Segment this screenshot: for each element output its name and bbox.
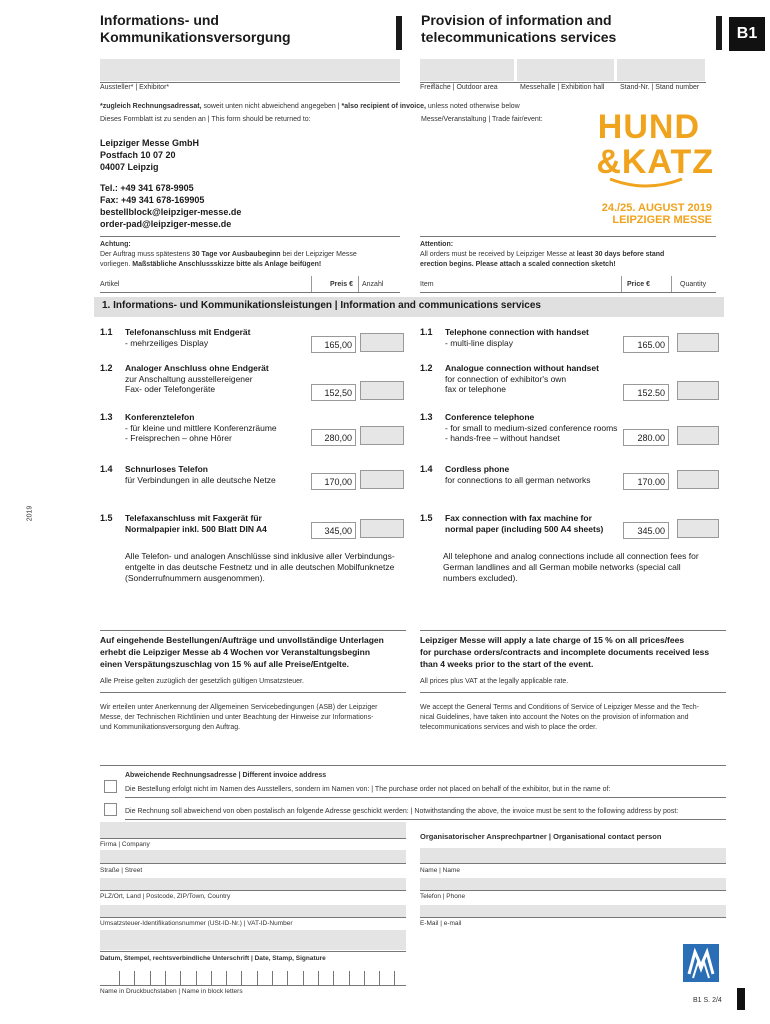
price-en: 152.50: [623, 384, 669, 401]
col-qty-en: Quantity: [680, 281, 707, 288]
contact-email-label: E-Mail | e-mail: [420, 920, 462, 927]
invoice-note-en: unless noted otherwise below: [425, 103, 520, 110]
block-letter-box[interactable]: [241, 971, 256, 985]
company-line: [100, 838, 406, 839]
item-title: Analogue connection without handset: [445, 363, 599, 373]
attention-de-text: bei der Leipziger Messe: [280, 251, 357, 258]
block-letter-box[interactable]: [226, 971, 241, 985]
col-line-left: [100, 292, 400, 293]
item-description-line: - for small to medium-sized conference rooms: [445, 422, 618, 433]
item-number: 1.5: [100, 513, 113, 523]
item-title: Telephone connection with handset: [445, 327, 589, 337]
block-letter-box[interactable]: [394, 971, 409, 985]
item-title: Conference telephone: [445, 412, 535, 422]
title-de: [100, 12, 291, 46]
surcharge-line: than 4 weeks prior to the start of the event.: [420, 659, 594, 669]
item-row-en: [420, 513, 630, 534]
col-divider: [671, 276, 672, 292]
invoice-note: [100, 103, 520, 110]
col-article: Artikel: [100, 281, 120, 288]
terms-line: nical Guidelines, have taken into account the Notes on the provision of information and: [420, 714, 689, 721]
footnote-line: Alle Telefon- und analogen Anschlüsse sind inklusive aller Verbindungs-: [125, 551, 395, 561]
vat-line-de: [100, 692, 406, 693]
block-letter-box[interactable]: [287, 971, 302, 985]
contact-person-title: Organisatorischer Ansprechpartner | Organisational contact person: [420, 832, 662, 841]
col-item: Item: [420, 281, 434, 288]
item-description-line: Normalpapier inkl. 500 Blatt DIN A4: [125, 523, 267, 534]
terms-line: Wir erteilen unter Anerkennung der Allgemeinen Servicebedingungen (ASB) der Leipziger: [100, 704, 378, 711]
footnote-en: [443, 551, 726, 584]
item-description: [100, 338, 310, 349]
block-letter-box[interactable]: [364, 971, 379, 985]
item-description: [100, 374, 310, 395]
item-title: Fax connection with fax machine for: [445, 513, 592, 523]
item-title: Telefaxanschluss mit Faxgerät für: [125, 513, 262, 523]
quantity-input-de[interactable]: [360, 381, 404, 400]
phone-text: Tel.: +49 341 678-9905: [100, 183, 194, 193]
invoice-note-de: soweit unten nicht abweichend angegeben |: [201, 103, 342, 110]
quantity-input-de[interactable]: [360, 470, 404, 489]
block-letter-box[interactable]: [119, 971, 134, 985]
attention-en-bold: erection begins. Please attach a scaled connection sketch!: [420, 261, 616, 268]
item-description-line: for connections to all german networks: [445, 474, 591, 485]
mm-logo-icon: [683, 944, 719, 982]
item-row-en: [420, 327, 630, 348]
city-line: [100, 890, 406, 891]
price-de: 165,00: [311, 336, 356, 353]
item-number: 1.2: [100, 363, 113, 373]
block-letter-box[interactable]: [333, 971, 348, 985]
item-row-de: [100, 412, 310, 444]
quantity-input-de[interactable]: [360, 519, 404, 538]
form-code-badge: B1: [729, 17, 765, 51]
signature-label: Datum, Stempel, rechtsverbindliche Unterschrift | Date, Stamp, Signature: [100, 955, 326, 962]
contact-block: [100, 182, 241, 230]
item-description-line: - Freisprechen – ohne Hörer: [125, 433, 232, 443]
footnote-line: German landlines and all German mobile networks (special call: [443, 562, 681, 572]
item-title: Schnurloses Telefon: [125, 464, 208, 474]
hall-label: Messehalle | Exhibition hall: [520, 84, 605, 91]
item-description-line: - hands-free – without handset: [445, 433, 560, 443]
address-line: Postfach 10 07 20: [100, 150, 176, 160]
exhibitor-field[interactable]: [100, 59, 400, 81]
item-description: [420, 338, 630, 349]
surcharge-line-en: [420, 630, 726, 631]
item-description-line: - multi-line display: [445, 337, 514, 348]
event-date: 24./25. AUGUST 2019: [601, 202, 712, 214]
item-description: [100, 423, 310, 444]
footnote-line: (Sonderrufnummern ausgenommen).: [125, 573, 265, 583]
item-description-line: - mehrzeiliges Display: [125, 337, 209, 348]
terms-line: We accept the General Terms and Conditions of Service of Leipziger Messe and the Tech-: [420, 704, 699, 711]
stand-label: Stand-Nr. | Stand number: [620, 84, 700, 91]
leipziger-messe-logo: [683, 944, 719, 982]
surcharge-line-de: [100, 630, 406, 631]
block-letter-box[interactable]: [257, 971, 272, 985]
event-venue: LEIPZIGER MESSE: [612, 214, 712, 226]
item-row-en: [420, 464, 630, 485]
block-letters-line: [100, 985, 406, 986]
block-letter-box[interactable]: [349, 971, 364, 985]
invoice-note-de-bold: *zugleich Rechnungsadressat,: [100, 103, 202, 110]
attention-de-bold: Maßstäbliche Anschlussskizze bitte als Anlage beifügen!: [132, 261, 322, 268]
fields-line: [420, 82, 706, 83]
item-description-line: für Verbindungen in alle deutsche Netze: [125, 474, 276, 485]
quantity-input-en[interactable]: [677, 470, 719, 489]
item-description: [420, 524, 630, 535]
attention-de-bold: 30 Tage vor Ausbaubeginn: [191, 251, 281, 258]
surcharge-en: [420, 634, 709, 670]
quantity-input-de[interactable]: [360, 426, 404, 445]
surcharge-line: erhebt die Leipziger Messe ab 4 Wochen vor Veranstaltungsbeginn: [100, 647, 371, 657]
title-de-line1: Informations- und: [100, 12, 219, 28]
address-line: Leipziger Messe GmbH: [100, 138, 200, 148]
event-logo: [568, 110, 718, 180]
logo-line2: &KATZ: [596, 143, 714, 181]
quantity-input-en[interactable]: [677, 426, 719, 445]
price-de: 152,50: [311, 384, 356, 401]
col-line-right: [420, 292, 716, 293]
surcharge-line: einen Verspätungszuschlag von 15 % auf alle Preise/Entgelte.: [100, 659, 349, 669]
address-line: 04007 Leipzig: [100, 162, 159, 172]
attention-de-title: Achtung:: [100, 241, 131, 248]
price-de: 280,00: [311, 429, 356, 446]
surcharge-line: Leipziger Messe will apply a late charge of 15 % on all prices/fees: [420, 635, 685, 645]
page-number: B1 S. 2/4: [693, 997, 722, 1004]
block-letter-box[interactable]: [272, 971, 287, 985]
invoice-note-en-bold: *also recipient of invoice,: [341, 103, 426, 110]
block-letter-box[interactable]: [379, 971, 394, 985]
exhibition-hall-field[interactable]: [517, 59, 614, 81]
vat-id-field[interactable]: [100, 905, 406, 917]
item-row-de: [100, 464, 310, 485]
attention-line-de: [100, 236, 400, 237]
invoice-opt2-line: [125, 819, 726, 820]
price-de: 170,00: [311, 473, 356, 490]
item-row-de: [100, 363, 310, 395]
vat-id-line: [100, 917, 406, 918]
invoice-option1-label: Die Bestellung erfolgt nicht im Namen des Ausstellers, sondern im Namen von: | The purchase order not placed on behalf of the exhibitor, but in the name of:: [125, 786, 611, 793]
outdoor-label: Freifläche | Outdoor area: [420, 84, 498, 91]
title-en-line1: Provision of information and: [421, 12, 612, 28]
logo-smile: [606, 177, 686, 191]
attention-en-text: All orders must be received by Leipziger Messe at: [420, 251, 577, 258]
footnote-de: [125, 551, 395, 584]
item-number: 1.4: [420, 464, 433, 474]
attention-de-text: Der Auftrag muss spätestens: [100, 251, 192, 258]
item-row-de: [100, 513, 310, 534]
block-letter-box[interactable]: [303, 971, 318, 985]
col-divider: [311, 276, 312, 292]
item-description-line: for connection of exhibitor's own: [445, 373, 567, 384]
invoice-title: Abweichende Rechnungsadresse | Different invoice address: [125, 772, 327, 779]
contact-email-line: [420, 917, 726, 918]
email-text[interactable]: order-pad@leipziger-messe.de: [100, 219, 232, 229]
fax-text: Fax: +49 341 678-169905: [100, 195, 205, 205]
quantity-input-en[interactable]: [677, 519, 719, 538]
quantity-input-en[interactable]: [677, 381, 719, 400]
logo-line1: HUND: [597, 108, 700, 146]
exhibitor-label: Aussteller* | Exhibitor*: [100, 84, 170, 91]
price-de: 345,00: [311, 522, 356, 539]
block-letter-box[interactable]: [318, 971, 333, 985]
item-number: 1.2: [420, 363, 433, 373]
email-text[interactable]: bestellblock@leipziger-messe.de: [100, 207, 242, 217]
item-description: [420, 423, 630, 444]
block-letter-box[interactable]: [180, 971, 195, 985]
terms-line: Messe, der Technischen Richtlinien und unter Beachtung der Hinweise zur Informations-: [100, 714, 374, 721]
item-title: Cordless phone: [445, 464, 510, 474]
invoice-option1-checkbox[interactable]: [104, 780, 117, 793]
invoice-opt1-line: [125, 797, 726, 798]
item-description-line: fax or telephone: [445, 384, 506, 394]
item-description-line: - für kleine und mittlere Konferenzräume: [125, 422, 277, 433]
quantity-input-de[interactable]: [360, 333, 404, 352]
invoice-top-line: [100, 765, 726, 766]
city-field[interactable]: [100, 878, 406, 890]
block-letter-box[interactable]: [211, 971, 226, 985]
city-label: PLZ/Ort, Land | Postcode, ZIP/Town, Country: [100, 893, 231, 900]
price-en: 280.00: [623, 429, 669, 446]
item-number: 1.3: [420, 412, 433, 422]
footnote-line: entgelte in das deutsche Festnetz und in alle deutschen Mobilfunknetze: [125, 562, 395, 572]
terms-line: und Kommunikationsversorgung den Auftrag.: [100, 724, 241, 731]
item-number: 1.1: [100, 327, 113, 337]
item-description-line: normal paper (including 500 A4 sheets): [445, 523, 604, 534]
price-en: 165.00: [623, 336, 669, 353]
vat-id-label: Umsatzsteuer-Identifikationsnummer (USt-ID-Nr.) | VAT-ID-Number: [100, 920, 293, 927]
contact-name-field[interactable]: [420, 848, 726, 863]
block-letter-box[interactable]: [134, 971, 149, 985]
corner-bar: [737, 988, 745, 1010]
item-number: 1.3: [100, 412, 113, 422]
surcharge-line: for purchase orders/contracts and incomplete documents received less: [420, 647, 710, 657]
exhibitor-line: [100, 82, 400, 83]
col-price-de: Preis €: [330, 281, 353, 288]
block-letter-box[interactable]: [196, 971, 211, 985]
side-year: 2019: [26, 505, 34, 522]
quantity-input-en[interactable]: [677, 333, 719, 352]
signature-line: [100, 951, 406, 952]
item-number: 1.5: [420, 513, 433, 523]
col-divider: [358, 276, 359, 292]
col-price-en: Price €: [627, 281, 650, 288]
terms-en: [420, 703, 699, 733]
attention-en-bold: least 30 days before stand: [576, 251, 665, 258]
contact-name-line: [420, 863, 726, 864]
attention-line-en: [420, 236, 716, 237]
footnote-line: numbers excluded).: [443, 573, 518, 583]
street-field[interactable]: [100, 850, 406, 863]
item-description: [100, 475, 310, 486]
invoice-option2-label: Die Rechnung soll abweichend von oben postalisch an folgende Adresse geschickt werden: | Notwithstanding the above, the invoice must be sent to the following address by post:: [125, 808, 679, 815]
contact-phone-label: Telefon | Phone: [420, 893, 466, 900]
item-title: Telefonanschluss mit Endgerät: [125, 327, 251, 337]
return-address: [100, 137, 199, 173]
item-description: [420, 475, 630, 486]
street-label: Straße | Street: [100, 867, 143, 874]
return-note: Dieses Formblatt ist zu senden an | This form should be returned to:: [100, 116, 311, 123]
contact-name-label: Name | Name: [420, 867, 460, 874]
block-letter-box[interactable]: [165, 971, 180, 985]
price-en: 170.00: [623, 473, 669, 490]
item-title: Analoger Anschluss ohne Endgerät: [125, 363, 269, 373]
stand-number-field[interactable]: [617, 59, 705, 81]
item-row-de: [100, 327, 310, 348]
attention-de-text: vorliegen.: [100, 261, 133, 268]
block-letters-label: Name in Druckbuchstaben | Name in block letters: [100, 988, 243, 995]
section-header: 1. Informations- und Kommunikationsleistungen | Information and communications services: [94, 297, 724, 317]
item-row-en: [420, 363, 630, 395]
attention-en: [420, 240, 720, 270]
item-number: 1.1: [420, 327, 433, 337]
outdoor-area-field[interactable]: [420, 59, 514, 81]
attention-en-title: Attention:: [420, 241, 454, 248]
col-divider: [621, 276, 622, 292]
item-title: Konferenztelefon: [125, 412, 195, 422]
item-description: [420, 374, 630, 395]
contact-email-field[interactable]: [420, 905, 726, 917]
vat-en: All prices plus VAT at the legally applicable rate.: [420, 678, 569, 685]
invoice-option2-checkbox[interactable]: [104, 803, 117, 816]
item-number: 1.4: [100, 464, 113, 474]
item-description-line: Fax- oder Telefongeräte: [125, 384, 216, 394]
contact-phone-field[interactable]: [420, 878, 726, 890]
vat-de: Alle Preise gelten zuzüglich der gesetzlich gültigen Umsatzsteuer.: [100, 678, 304, 685]
col-qty-de: Anzahl: [362, 281, 384, 288]
attention-de: [100, 240, 400, 270]
vat-line-en: [420, 692, 726, 693]
header-right-bar: [716, 16, 722, 50]
title-de-line2: Kommunikationsversorgung: [100, 29, 291, 45]
title-en-line2: telecommunications services: [421, 29, 617, 45]
title-en: [421, 12, 616, 46]
price-en: 345.00: [623, 522, 669, 539]
item-description: [100, 524, 310, 535]
terms-de: [100, 703, 377, 733]
header-left-bar: [396, 16, 402, 50]
footnote-line: All telephone and analog connections include all connection fees for: [443, 551, 699, 561]
item-description-line: zur Anschaltung ausstellereigener: [125, 373, 253, 384]
surcharge-de: [100, 634, 384, 670]
contact-phone-line: [420, 890, 726, 891]
fair-label: Messe/Veranstaltung | Trade fair/event:: [421, 116, 543, 123]
company-field[interactable]: [100, 822, 406, 838]
item-row-en: [420, 412, 630, 444]
street-line: [100, 863, 406, 864]
terms-line: telecommunications services and wish to place the order.: [420, 724, 598, 731]
surcharge-line: Auf eingehende Bestellungen/Aufträge und unvollständige Unterlagen: [100, 635, 384, 645]
company-label: Firma | Company: [100, 841, 150, 848]
signature-field[interactable]: [100, 930, 406, 950]
block-letter-box[interactable]: [150, 971, 165, 985]
